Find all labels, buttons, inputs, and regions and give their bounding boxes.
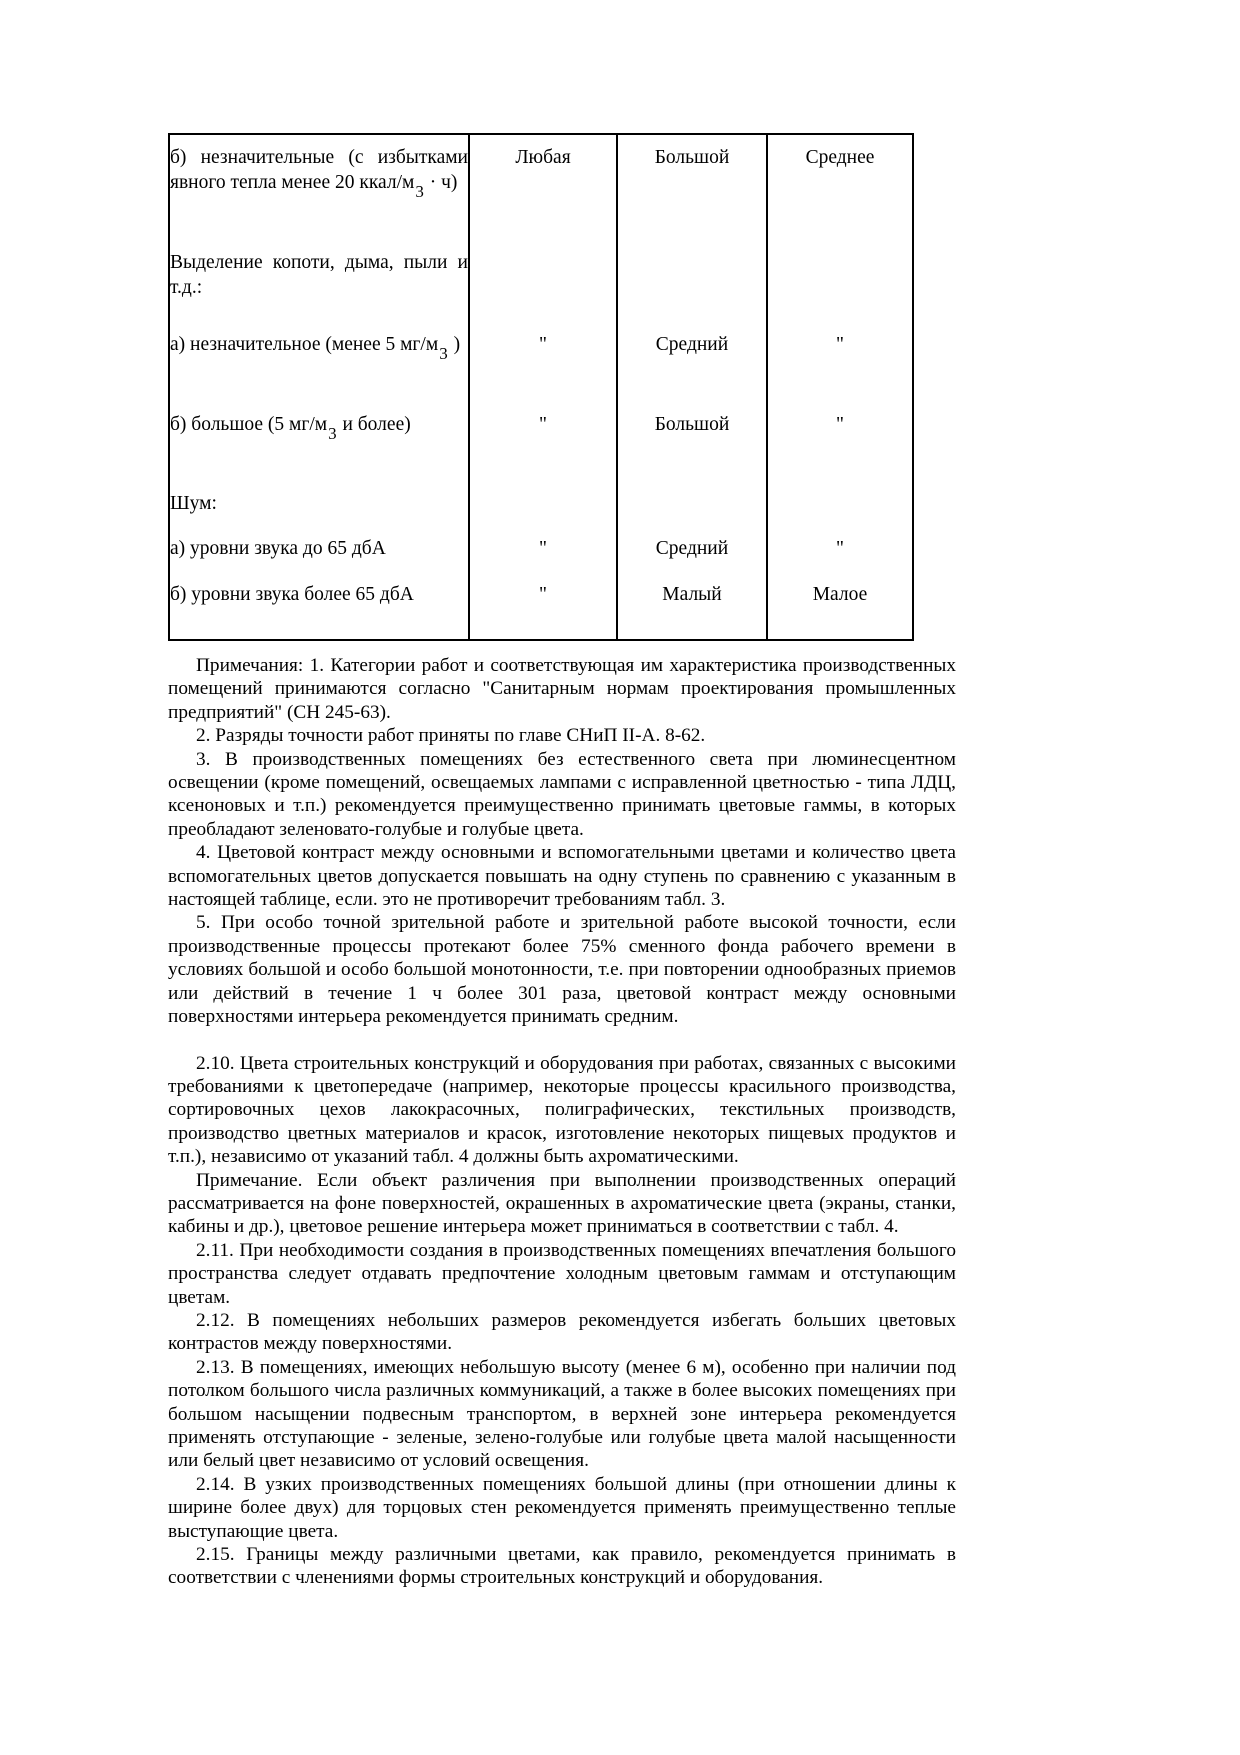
clause-2-14: 2.14. В узких производственных помещениях большой длины (при отношении длины к ширине более двух) для торцовых стен рекомендуется применять преимущественно теплые выступающие цвета. <box>168 1473 956 1542</box>
table-cell-factor <box>169 322 469 401</box>
clause-2-13: 2.13. В помещениях, имеющих небольшую высоту (менее 6 м), особенно при наличии под потолком большого числа различных коммуникаций, а также в более высоких помещениях при большом насыщении подвесным транспортом, в верхней зоне интерьера рекомендуется применять отступающие - зеленые, зелено-голубые или голубые цвета малой насыщенности или белый цвет независимо от условий освещения. <box>168 1356 956 1472</box>
saturation-value: " <box>836 413 844 435</box>
saturation-value: " <box>836 538 844 560</box>
specification-table <box>168 133 914 641</box>
table-cell-saturation <box>767 481 913 526</box>
table-cell-factor <box>169 134 469 240</box>
table-row <box>169 526 913 571</box>
table-cell-category <box>469 526 617 571</box>
superscript-3: 3 <box>415 182 424 202</box>
factor-text-post: и более) <box>337 413 411 435</box>
table-cell-category <box>469 322 617 401</box>
contrast-value: Средний <box>655 334 729 356</box>
factor-text: а) уровни звука до 65 дбА <box>170 538 386 560</box>
table-cell-category <box>469 481 617 526</box>
table-cell-saturation <box>767 322 913 401</box>
table-cell-saturation <box>767 240 913 323</box>
contrast-value: Большой <box>654 413 730 435</box>
table-row <box>169 402 913 481</box>
table-cell-saturation <box>767 572 913 640</box>
table-cell-contrast <box>617 481 767 526</box>
table-cell-contrast <box>617 526 767 571</box>
table-row <box>169 481 913 526</box>
table-cell-contrast <box>617 322 767 401</box>
saturation-value <box>768 481 912 501</box>
clause-2-12: 2.12. В помещениях небольших размеров рекомендуется избегать больших цветовых контрастов между поверхностями. <box>168 1309 956 1355</box>
contrast-value <box>618 481 766 501</box>
clause-2-15: 2.15. Границы между различными цветами, как правило, рекомендуется принимать в соответствии с членениями формы строительных конструкций и оборудования. <box>168 1544 956 1589</box>
factor-text-post: · ч) <box>424 172 458 194</box>
saturation-value: " <box>836 334 844 356</box>
specification-table-wrapper <box>168 133 904 641</box>
table-cell-contrast <box>617 572 767 640</box>
table-cell-contrast <box>617 402 767 481</box>
table-cell-contrast <box>617 240 767 323</box>
category-value <box>470 481 616 501</box>
table-cell-saturation <box>767 402 913 481</box>
factor-text: а) незначительное (менее 5 мг/м <box>170 334 439 356</box>
saturation-value <box>768 240 912 260</box>
category-value: " <box>539 413 547 435</box>
factor-text: б) уровни звука более 65 дбА <box>170 583 414 605</box>
saturation-value: Малое <box>812 583 868 605</box>
superscript-3: 3 <box>439 344 448 364</box>
cell-spacer <box>170 310 468 322</box>
table-cell-factor <box>169 481 469 526</box>
table-cell-category <box>469 402 617 481</box>
note-1: Примечания: 1. Категории работ и соответствующая им характеристика производственных помещений принимаются согласно "Санитарным нормам проектирования промышленных предприятий" (СН 245-63). <box>168 655 956 723</box>
factor-text-post: ) <box>448 334 461 356</box>
clause-2-11: 2.11. При необходимости создания в производственных помещениях впечатления большого пространства следует отдавать предпочтение холодным цветовым гаммам и отступающим цветам. <box>168 1239 956 1308</box>
table-cell-saturation <box>767 526 913 571</box>
table-cell-factor <box>169 572 469 640</box>
contrast-value <box>618 240 766 260</box>
category-value: " <box>539 538 547 560</box>
clause-2-10-note: Примечание. Если объект различения при выполнении производственных операций рассматривается на фоне поверхностей, окрашенных в ахроматические цвета (экраны, станки, кабины и др.), цветовое решение интерьера может приниматься в соответствии с табл. 4. <box>168 1169 956 1238</box>
paragraph-gap <box>168 1029 956 1052</box>
category-value: Любая <box>515 147 571 168</box>
table-row <box>169 240 913 323</box>
contrast-value: Средний <box>655 538 729 560</box>
table-cell-saturation <box>767 134 913 240</box>
table-cell-factor <box>169 240 469 323</box>
cell-spacer <box>170 368 468 402</box>
note-2: 2. Разряды точности работ приняты по главе СНиП II-А. 8-62. <box>196 725 706 747</box>
category-value: " <box>539 334 547 356</box>
superscript-3: 3 <box>328 423 337 443</box>
note-5: 5. При особо точной зрительной работе и зрительной работе высокой точности, если производственные процессы протекают более 75% сменного фонда рабочего времени в условиях большой и особо большой монотонности, т.е. при повторении однообразных приемов или действий в течение 1 ч более 301 раза, цветовой контраст между основными поверхностями интерьера рекомендуется принимать средним. <box>168 912 956 1028</box>
cell-spacer <box>170 447 468 481</box>
table-row <box>169 322 913 401</box>
table-row <box>169 134 913 240</box>
factor-text: б) большое (5 мг/м <box>170 413 328 435</box>
factor-text: Выделение копоти, дыма, пыли и т.д.: <box>170 251 468 299</box>
table-cell-category <box>469 572 617 640</box>
note-4: 4. Цветовой контраст между основными и вспомогательными цветами и количество цвета вспомогательных цветов допускается повышать на одну ступень по сравнению с указанным в настоящей таблице, если. это не противоречит требованиям табл. 3. <box>168 842 956 911</box>
table-cell-factor <box>169 526 469 571</box>
body-text-block <box>168 654 956 1590</box>
table-cell-category <box>469 134 617 240</box>
cell-spacer <box>170 617 468 639</box>
cell-spacer <box>170 206 468 240</box>
category-value: " <box>539 583 547 605</box>
table-row <box>169 572 913 640</box>
table-cell-category <box>469 240 617 323</box>
clause-2-10: 2.10. Цвета строительных конструкций и оборудования при работах, связанных с высокими требованиями к цветопередаче (например, некоторые процессы красильного производства, сортировочных цехов лакокрасочных, полиграфических, текстильных производств, производство цветных материалов и красок, изготовление некоторых пищевых продуктов и т.п.), независимо от указаний табл. 4 должны быть ахроматическими. <box>168 1052 956 1168</box>
table-cell-factor <box>169 402 469 481</box>
note-3: 3. В производственных помещениях без естественного света при люминесцентном освещении (кроме помещений, освещаемых лампами с исправленной цветностью - типа ЛДЦ, ксеноновых и т.п.) рекомендуется преимущественно принимать цветовые гаммы, в которых преобладают зеленовато-голубые и голубые цвета. <box>168 748 956 840</box>
saturation-value: Среднее <box>805 147 875 168</box>
table-cell-contrast <box>617 134 767 240</box>
factor-text: б) незначительные (с избытками явного тепла менее 20 ккал/м <box>170 147 468 194</box>
factor-text: Шум: <box>170 493 217 515</box>
category-value <box>470 240 616 260</box>
contrast-value: Большой <box>654 147 730 168</box>
contrast-value: Малый <box>662 583 722 605</box>
